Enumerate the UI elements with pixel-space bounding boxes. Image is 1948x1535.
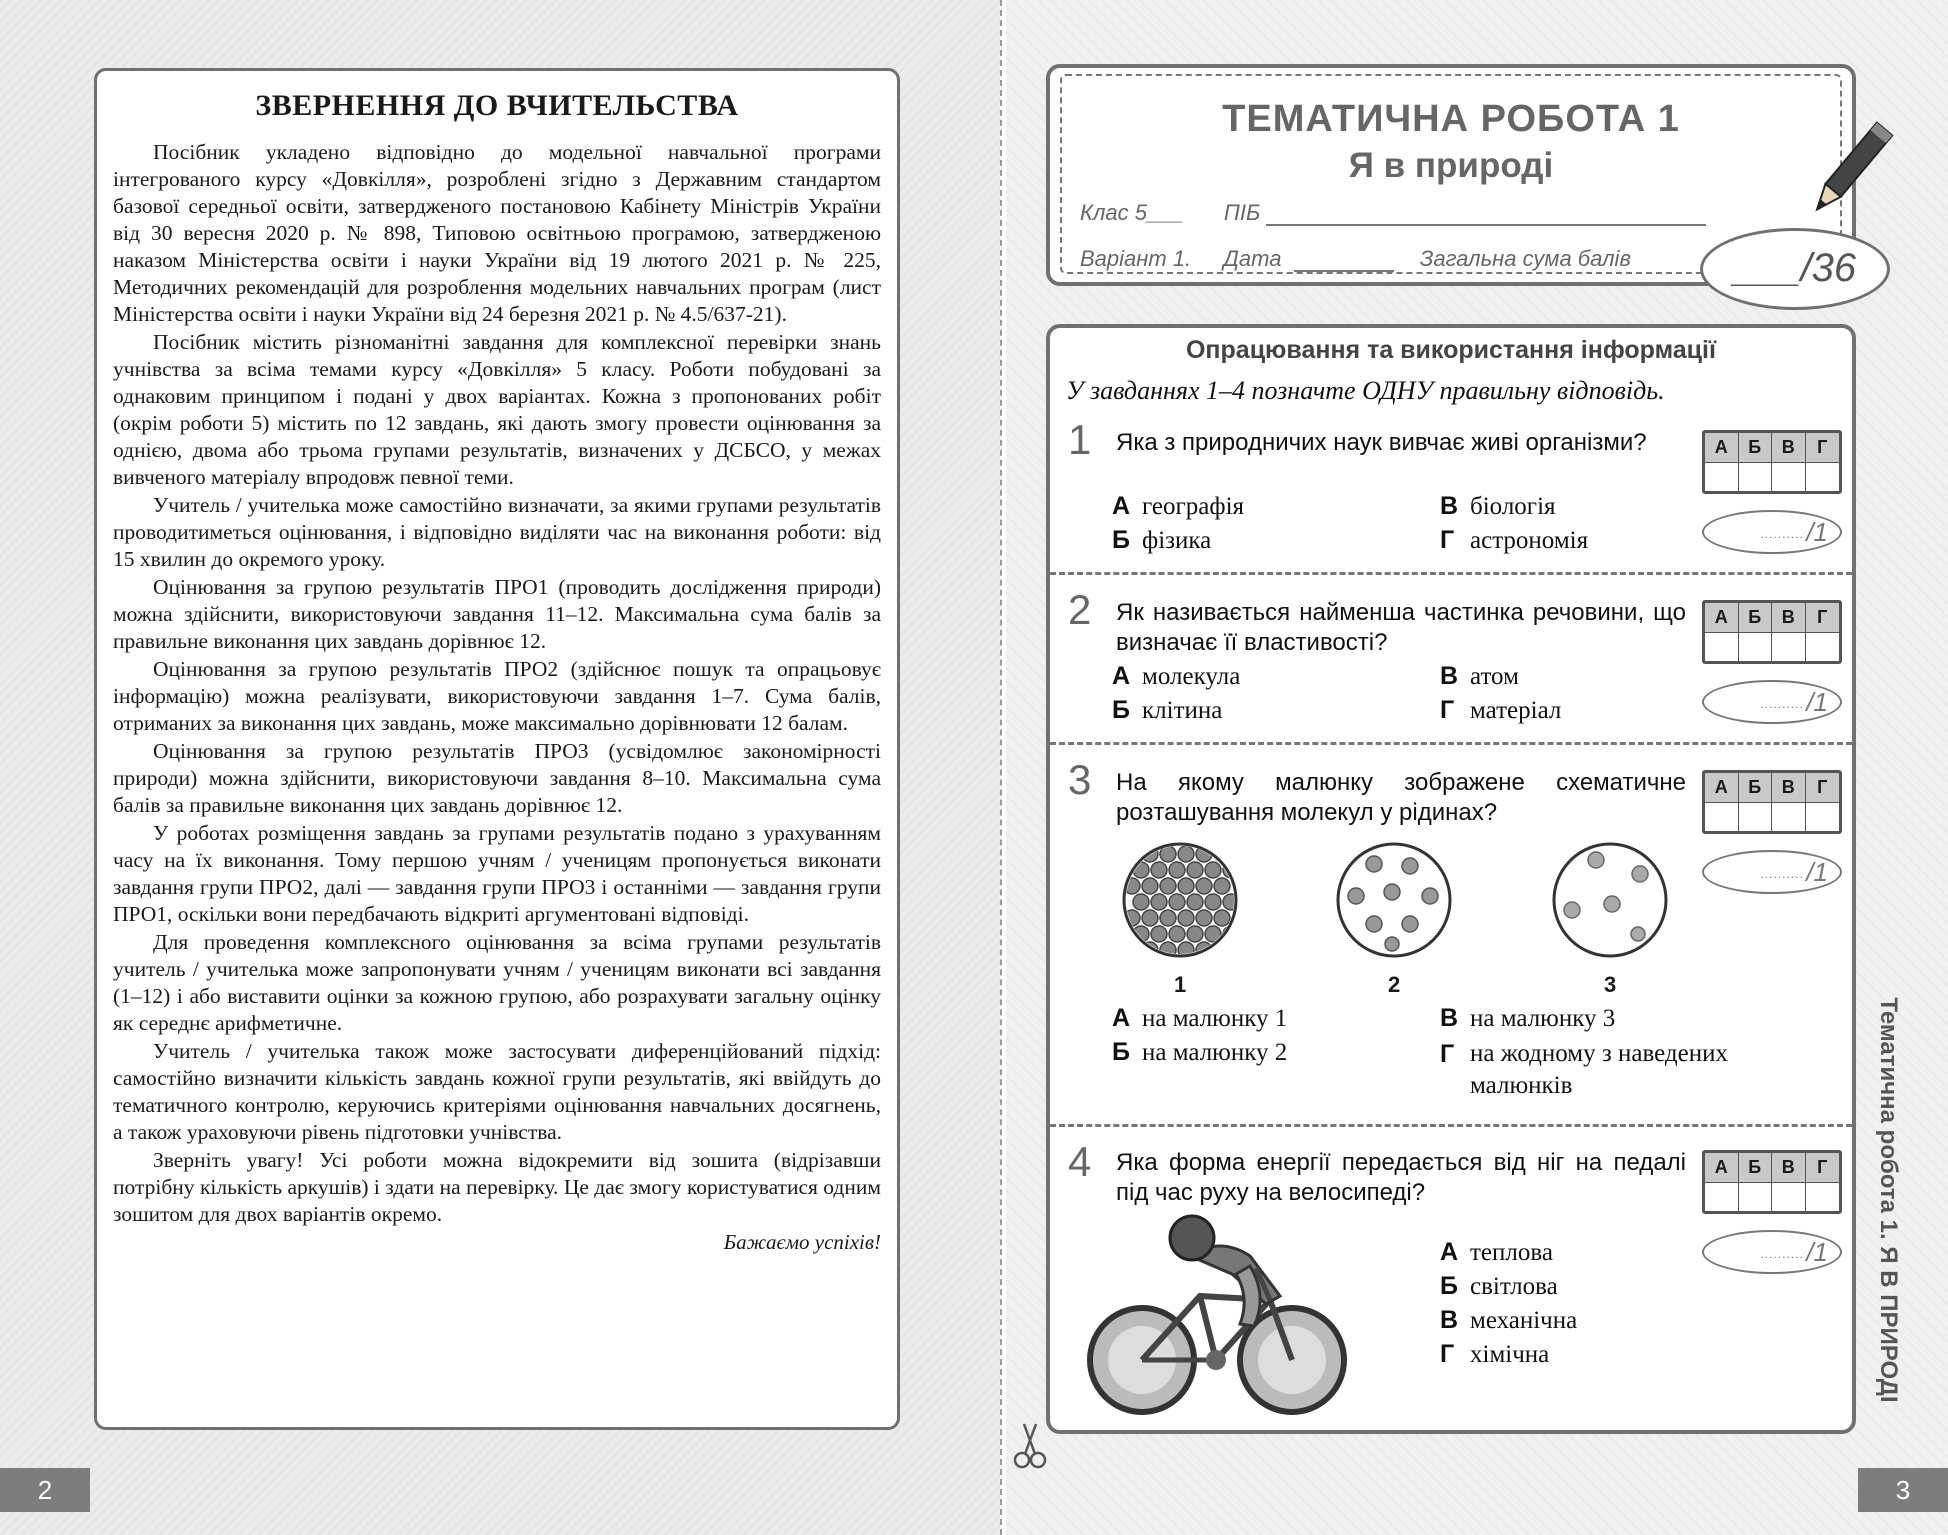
cyclist-illustration bbox=[1080, 1208, 1360, 1428]
answer-option: Г на жодному з наведених малюнків bbox=[1440, 1040, 1728, 1099]
question-number: 1 bbox=[1068, 416, 1092, 463]
answer-cell[interactable] bbox=[1806, 1183, 1840, 1211]
answer-option: Б світлова bbox=[1440, 1272, 1558, 1300]
answer-cell[interactable] bbox=[1772, 463, 1806, 491]
answer-grid: А Б В Г bbox=[1702, 770, 1842, 834]
answer-cell[interactable] bbox=[1705, 463, 1739, 491]
answer-cell[interactable] bbox=[1739, 803, 1773, 831]
question-number: 4 bbox=[1068, 1138, 1092, 1185]
question-text: Яка з природничих наук вивчає живі організми? bbox=[1116, 429, 1647, 456]
question-divider bbox=[1050, 1124, 1852, 1127]
answer-option: В на малюнку 3 bbox=[1440, 1004, 1616, 1032]
answer-option: А на малюнку 1 bbox=[1112, 1004, 1288, 1032]
notice-paragraph: Посібник укладено відповідно до модельної навчальної програми інтегрованого курсу «Довкілля», розроблені згідно з Державним стандартом базової середньої освіти, затвердженого постановою Кабінету Міністрів України від 30 вересня 2020 р. № 898, Типовою освітньою програмою, затвердженою наказом Міністерства освіти і науки України від 19 лютого 2021 р. № 225, Методичних рекомендацій для розроблення модельних навчальних програм (лист Міністерства освіти і науки України від 24 березня 2021 р. № 4.5/637-21). bbox=[113, 140, 881, 326]
variant-label: Варіант 1. bbox=[1080, 246, 1192, 271]
question-number: 2 bbox=[1068, 586, 1092, 633]
answer-cell[interactable] bbox=[1772, 803, 1806, 831]
figure-label: 3 bbox=[1604, 972, 1617, 997]
question-number: 3 bbox=[1068, 756, 1092, 803]
page-number-left: 2 bbox=[0, 1468, 90, 1512]
figure-label: 2 bbox=[1388, 972, 1401, 997]
points-oval[interactable]: ........../1 bbox=[1702, 510, 1842, 554]
notice-paragraph: Посібник містить різноманітні завдання для комплексної перевірки знань учнівства за всіма темами курсу «Довкілля» 5 класу. Роботи побудовані за однаковим принципом і подані у двох варіантах. Кожна з пропонованих робіт (окрім роботи 5) містить по 12 завдань, які дають змогу провести оцінювання за однією, двома або трьома групами результатів, визначених у ДСБСО, у межах вивченого матеріалу впродовж певної теми. bbox=[113, 330, 881, 489]
question-text: Яка форма енергії передається від ніг на педалі під час руху на велосипеді? bbox=[1116, 1149, 1686, 1206]
scissors-icon bbox=[1010, 1420, 1050, 1470]
answer-option: Г хімічна bbox=[1440, 1340, 1550, 1368]
answer-grid: А Б В Г bbox=[1702, 430, 1842, 494]
answer-cell[interactable] bbox=[1739, 633, 1773, 661]
instruction-text: У завданнях 1–4 позначте ОДНУ правильну відповідь. bbox=[1066, 376, 1665, 405]
answer-cell[interactable] bbox=[1739, 1183, 1773, 1211]
pencil-icon bbox=[1796, 120, 1896, 230]
answer-option: А географія bbox=[1112, 492, 1245, 520]
name-field[interactable] bbox=[1266, 202, 1706, 226]
answer-cell[interactable] bbox=[1806, 633, 1840, 661]
answer-option: А молекула bbox=[1112, 662, 1241, 690]
class-name-row bbox=[1080, 200, 1706, 226]
answer-option: А теплова bbox=[1440, 1238, 1553, 1266]
answer-cell[interactable] bbox=[1705, 633, 1739, 661]
notice-paragraph: У роботах розміщення завдань за групами результатів подано з урахуванням часу на їх виконання. Тому першою учням / ученицям пропонується виконати завдання групи ПРО2, далі — завдання групи ПРО3 і останніми — завдання групи ПРО1, оскільки вони передбачають відкриті аргументовані відповіді. bbox=[113, 821, 881, 926]
teacher-notice-box bbox=[94, 68, 900, 1430]
answer-option: В біологія bbox=[1440, 492, 1556, 520]
date-field[interactable] bbox=[1294, 248, 1394, 272]
tasks-box bbox=[1046, 324, 1856, 1434]
section-title: Опрацювання та використання інформації bbox=[1185, 336, 1717, 364]
question-divider bbox=[1050, 742, 1852, 745]
question-text: Як називається найменша частинка речовини, що визначає її властивості? bbox=[1116, 599, 1686, 656]
answer-option: Б клітина bbox=[1112, 696, 1223, 724]
total-score-value: ___/36 bbox=[1733, 246, 1857, 290]
worksheet-title: ТЕМАТИЧНА РОБОТА 1 bbox=[1222, 98, 1680, 140]
notice-paragraph: Оцінювання за групою результатів ПРО1 (проводить дослідження природи) можна здійснити, використовуючи завдання 11–12. Максимальна сума балів за правильне виконання цих завдань дорівнює 12. bbox=[113, 575, 881, 653]
answer-cell[interactable] bbox=[1806, 463, 1840, 491]
answer-cell[interactable] bbox=[1739, 463, 1773, 491]
points-oval[interactable]: ........../1 bbox=[1702, 850, 1842, 894]
points-oval[interactable]: ........../1 bbox=[1702, 680, 1842, 724]
answer-option: В атом bbox=[1440, 662, 1519, 690]
answer-option: Б на малюнку 2 bbox=[1112, 1038, 1288, 1066]
figure-label: 1 bbox=[1174, 972, 1187, 997]
question-divider bbox=[1050, 572, 1852, 575]
answer-cell[interactable] bbox=[1705, 1183, 1739, 1211]
notice-paragraph: Учитель / учителька також може застосувати диференційований підхід: самостійно визначити кількість завдань кожної групи результатів, які ввійдуть до тематичного контролю, керуючись критеріями оцінювання навчальних досягнень, а також ураховуючи рівень підготовки учнівства. bbox=[113, 1039, 881, 1144]
worksheet-subtitle: Я в природі bbox=[1348, 146, 1554, 185]
name-label: ПІБ bbox=[1223, 200, 1261, 225]
date-label: Дата bbox=[1223, 246, 1282, 271]
total-score-label: Загальна сума балів bbox=[1419, 246, 1631, 271]
notice-paragraph: Оцінювання за групою результатів ПРО2 (здійснює пошук та опрацьовує інформацію) можна реалізувати, використовуючи завдання 1–7. Сума балів, отриманих за виконання цих завдань, може максимально дорівнювати 12 балам. bbox=[113, 657, 881, 735]
notice-paragraph: Оцінювання за групою результатів ПРО3 (усвідомлює закономірності природи) можна здійснити, використовуючи завдання 8–10. Максимальна сума балів за правильне виконання цих завдань дорівнює 12. bbox=[113, 739, 881, 817]
variant-row bbox=[1080, 246, 1631, 272]
notice-paragraph: Учитель / учителька може самостійно визначати, за якими групами результатів проводитиметься оцінювання, і відповідно виділяти час на виконання роботи: від 15 хвилин до окремого уроку. bbox=[113, 493, 881, 571]
answer-cell[interactable] bbox=[1772, 633, 1806, 661]
gas-molecules-diagram bbox=[1550, 840, 1670, 960]
page-number-right: 3 bbox=[1858, 1468, 1948, 1512]
liquid-molecules-diagram bbox=[1334, 840, 1454, 960]
answer-option: Г астрономія bbox=[1440, 526, 1589, 554]
notice-paragraph: Зверніть увагу! Усі роботи можна відокремити від зошита (відрізавши потрібну кількість аркушів) і здати на перевірку. Це дає змогу користуватися одним зошитом для двох варіантів окремо. bbox=[113, 1148, 881, 1226]
side-label: Тематична робота 1. Я В ПРИРОДІ bbox=[1875, 997, 1902, 1403]
answer-option: Г матеріал bbox=[1440, 696, 1562, 724]
answer-option: В механічна bbox=[1440, 1306, 1578, 1334]
signature: Бажаємо успіхів! bbox=[723, 1230, 881, 1254]
teacher-notice-title: ЗВЕРНЕННЯ ДО ВЧИТЕЛЬСТВА bbox=[255, 89, 739, 122]
answer-grid: А Б В Г bbox=[1702, 1150, 1842, 1214]
answer-grid: А Б В Г bbox=[1702, 600, 1842, 664]
answer-cell[interactable] bbox=[1705, 803, 1739, 831]
solid-molecules-diagram bbox=[1120, 840, 1240, 960]
points-oval[interactable]: ........../1 bbox=[1702, 1230, 1842, 1274]
answer-option: Б фізика bbox=[1112, 526, 1212, 554]
class-label: Клас 5___ bbox=[1080, 200, 1184, 225]
notice-paragraph: Для проведення комплексного оцінювання за всіма групами результатів учитель / учителька може запропонувати учням / ученицям виконати всі завдання (1–12) і або виставити оцінки за кожною групою, або розрахувати загальну оцінку як середнє арифметичне. bbox=[113, 930, 881, 1035]
total-score-oval[interactable] bbox=[1700, 228, 1890, 310]
answer-cell[interactable] bbox=[1772, 1183, 1806, 1211]
answer-cell[interactable] bbox=[1806, 803, 1840, 831]
question-text: На якому малюнку зображене схематичне розташування молекул у рідинах? bbox=[1116, 769, 1686, 826]
